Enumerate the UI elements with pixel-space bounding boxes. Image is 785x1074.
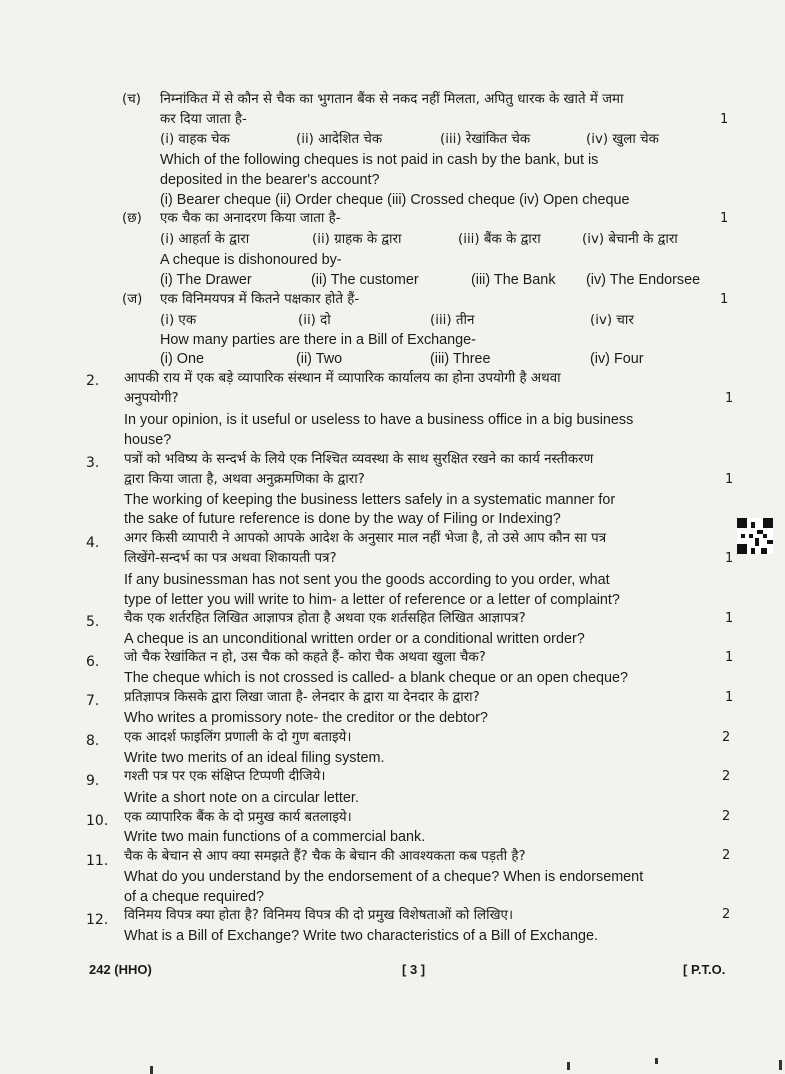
question-hindi-text: चैक के बेचान से आप क्या समझते हैं? चैक के बेचान की आवश्यकता कब पड़ती है? [124,849,526,864]
question-hindi-text: जो चैक रेखांकित न हो, उस चैक को कहते हैं- कोरा चैक अथवा खुला चैक? [124,650,486,665]
question-number: 6. [86,654,100,670]
question-english-text: Write a short note on a circular letter. [124,790,359,806]
page-number: [ 3 ] [402,962,426,977]
question-english-text: What do you understand by the endorsement of a cheque? When is endorsement [124,869,644,885]
pto-note: [ P.T.O. [683,962,726,977]
scan-speck [150,1066,153,1074]
paper-code: 242 (HHO) [89,962,152,977]
question-marks: 2 [722,809,731,824]
question-english-text: of a cheque required? [124,889,265,905]
question-marks: 2 [722,907,731,922]
question-marks: 2 [722,848,731,863]
q1-cha-hindi-line1: निम्नांकित में से कौन से चैक का भुगतान बैंक से नकद नहीं मिलता, अपितु धारक के खाते में जमा [160,92,624,107]
q1-cha-hi-option-2: (ii) आदेशित चेक [296,132,383,147]
question-english-text: type of letter you will write to him- a letter of reference or a letter of complaint? [124,592,620,608]
q1-cha-hi-option-3: (iii) रेखांकित चेक [440,132,531,147]
q1-ja-hi-option-3: (iii) तीन [430,313,475,328]
q1-ja-english-line1: How many parties are there in a Bill of Exchange- [160,332,476,348]
question-number: 2. [86,373,100,389]
q1-cha-english-options: (i) Bearer cheque (ii) Order cheque (iii) Crossed cheque (iv) Open cheque [160,192,630,208]
question-english-text: A cheque is an unconditional written order or a conditional written order? [124,631,585,647]
q1-ja-hi-option-1: (i) एक [160,313,197,328]
q1-chha-en-option-2: (ii) The customer [311,272,419,288]
question-marks: 1 [725,551,734,566]
q1-cha-marks: 1 [720,112,729,127]
question-english-text: house? [124,432,172,448]
question-english-text: What is a Bill of Exchange? Write two characteristics of a Bill of Exchange. [124,928,599,944]
question-hindi-text: विनिमय विपत्र क्या होता है? विनिमय विपत्र की दो प्रमुख विशेषताओं को लिखिए। [124,908,514,923]
question-number: 3. [86,455,100,471]
question-hindi-text: अगर किसी व्यापारी ने आपको आपके आदेश के अनुसार माल नहीं भेजा है, तो उसे आप कौन सा पत्र [124,531,607,546]
q1-cha-label: (च) [122,92,141,107]
q1-chha-hindi-line1: एक चैक का अनादरण किया जाता है- [160,211,341,226]
question-english-text: The working of keeping the business letters safely in a systematic manner for [124,492,616,508]
q1-chha-english-line1: A cheque is dishonoured by- [160,252,342,268]
question-marks: 1 [725,650,734,665]
q1-ja-en-option-2: (ii) Two [296,351,343,367]
scan-speck [567,1062,570,1070]
question-hindi-text: प्रतिज्ञापत्र किसके द्वारा लिखा जाता है- लेनदार के द्वारा या देनदार के द्वारा? [124,690,480,705]
scan-speck [655,1058,658,1064]
q1-chha-hi-option-3: (iii) बैंक के द्वारा [458,232,541,247]
question-number: 5. [86,614,100,630]
question-english-text: the sake of future reference is done by the way of Filing or Indexing? [124,511,561,527]
q1-chha-hi-option-2: (ii) ग्राहक के द्वारा [312,232,402,247]
question-marks: 1 [725,690,734,705]
q1-chha-en-option-3: (iii) The Bank [471,272,556,288]
question-hindi-text: लिखेंगे-सन्दर्भ का पत्र अथवा शिकायती पत्र? [124,551,337,566]
q1-chha-marks: 1 [720,211,729,226]
question-hindi-text: पत्रों को भविष्य के सन्दर्भ के लिये एक निश्चित व्यवस्था के साथ सुरक्षित रखने का कार्य नस्तीकरण [124,452,594,467]
q1-chha-hi-option-1: (i) आहर्ता के द्वारा [160,232,250,247]
question-number: 9. [86,773,100,789]
q1-chha-en-option-1: (i) The Drawer [160,272,252,288]
q1-ja-en-option-4: (iv) Four [590,351,644,367]
q1-ja-en-option-3: (iii) Three [430,351,491,367]
q1-ja-hindi-line1: एक विनिमयपत्र में कितने पक्षकार होते हैं- [160,292,360,307]
question-english-text: Write two merits of an ideal filing system. [124,750,385,766]
question-marks: 2 [722,730,731,745]
question-marks: 2 [722,769,731,784]
question-number: 4. [86,535,100,551]
question-hindi-text: आपकी राय में एक बड़े व्यापारिक संस्थान में व्यापारिक कार्यालय का होना उपयोगी है अथवा [124,371,561,386]
question-marks: 1 [725,391,734,406]
q1-ja-hi-option-2: (ii) दो [298,313,331,328]
question-number: 7. [86,693,100,709]
question-english-text: If any businessman has not sent you the goods according to you order, what [124,572,610,588]
q1-chha-hi-option-4: (iv) बेचानी के द्वारा [582,232,678,247]
question-hindi-text: गश्ती पत्र पर एक संक्षिप्त टिप्पणी दीजिये। [124,769,326,784]
question-number: 12. [86,912,109,928]
q1-cha-english-line1: Which of the following cheques is not paid in cash by the bank, but is [160,152,599,168]
q1-cha-hindi-line2: कर दिया जाता है- [160,112,247,127]
question-english-text: In your opinion, is it useful or useless to have a business office in a big business [124,412,634,428]
question-number: 11. [86,853,109,869]
q1-cha-english-line2: deposited in the bearer's account? [160,172,380,188]
scan-speck [779,1060,782,1070]
question-english-text: Who writes a promissory note- the creditor or the debtor? [124,710,488,726]
question-hindi-text: एक आदर्श फाइलिंग प्रणाली के दो गुण बताइये। [124,730,352,745]
q1-chha-label: (छ) [122,211,142,226]
question-hindi-text: चैक एक शर्तरहित लिखित आज्ञापत्र होता है अथवा एक शर्तसहित लिखित आज्ञापत्र? [124,611,526,626]
q1-cha-hi-option-4: (iv) खुला चेक [586,132,659,147]
question-hindi-text: अनुपयोगी? [124,391,179,406]
q1-cha-hi-option-1: (i) वाहक चेक [160,132,230,147]
question-marks: 1 [725,472,734,487]
q1-ja-en-option-1: (i) One [160,351,204,367]
question-number: 10. [86,813,109,829]
question-number: 8. [86,733,100,749]
question-marks: 1 [725,611,734,626]
q1-ja-label: (ज) [122,292,143,307]
q1-ja-marks: 1 [720,292,729,307]
q1-ja-hi-option-4: (iv) चार [590,313,634,328]
question-english-text: Write two main functions of a commercial bank. [124,829,426,845]
question-hindi-text: एक व्यापारिक बैंक के दो प्रमुख कार्य बतलाइये। [124,810,352,825]
question-hindi-text: द्वारा किया जाता है, अथवा अनुक्रमणिका के द्वारा? [124,472,365,487]
question-english-text: The cheque which is not crossed is called- a blank cheque or an open cheque? [124,670,628,686]
q1-chha-en-option-4: (iv) The Endorsee [586,272,701,288]
qr-code-icon [737,518,773,554]
